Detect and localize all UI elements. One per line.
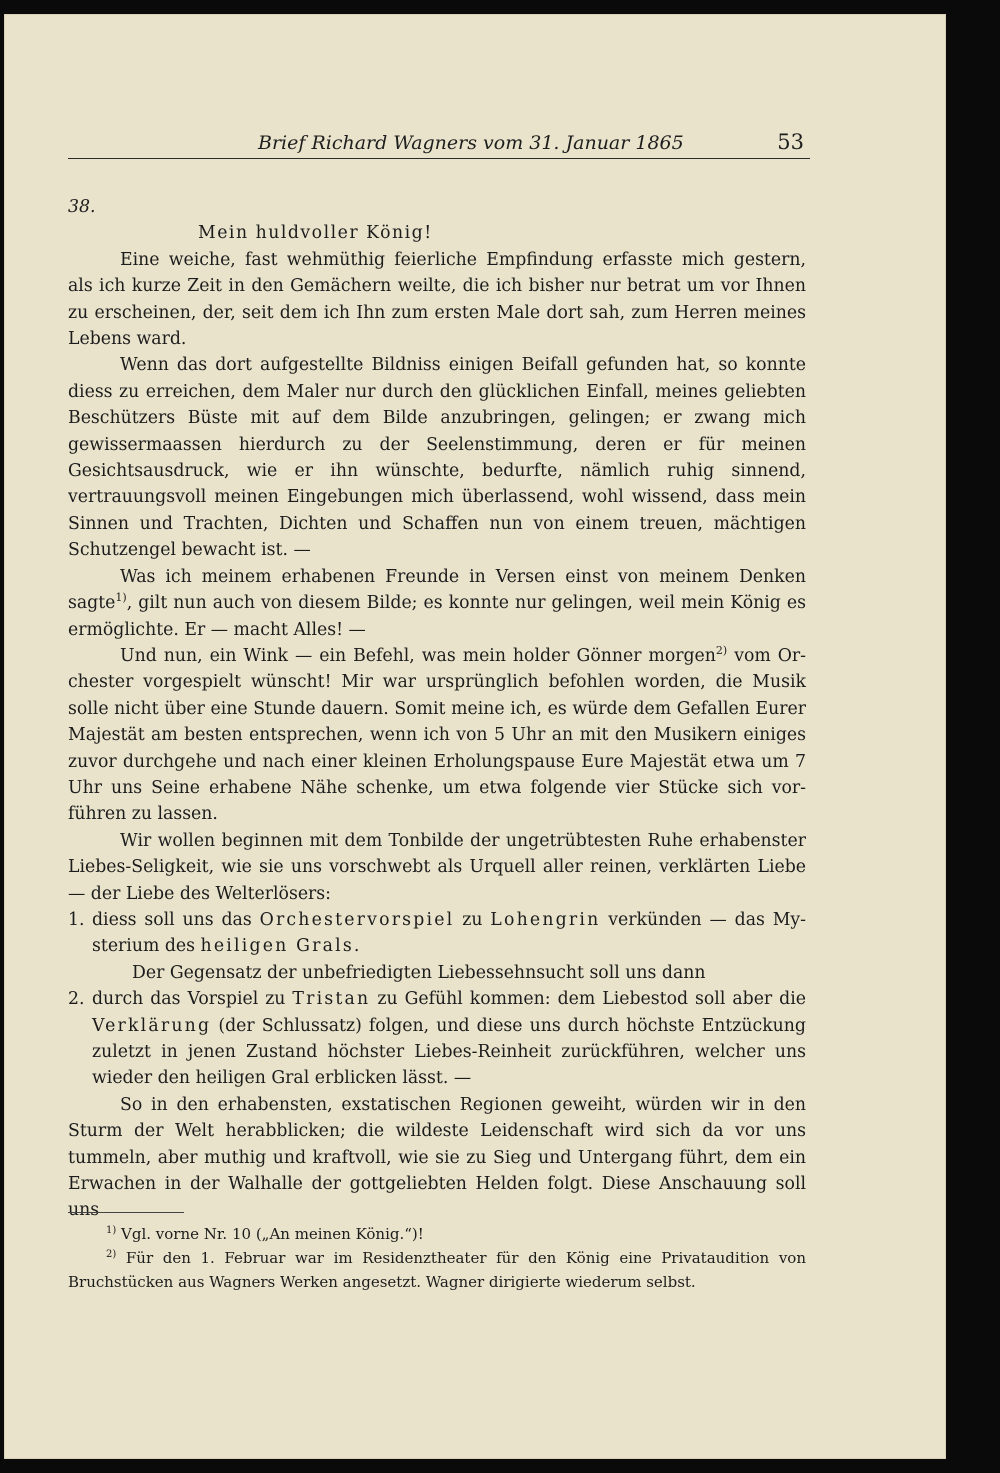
footnotes	[68, 1222, 806, 1294]
list-1-text-b: zu	[454, 909, 491, 930]
list-2-text-a: durch das Vorspiel zu	[92, 989, 293, 1010]
list-1-text-c: verkünden — das Mysterium des	[92, 909, 806, 957]
paragraph-4-text-b: vom Orchester vorgespielt wünscht! Mir war ursprünglich befohlen worden, die Musik solle nicht über eine Stunde dauern. Somit meine ich, es würde dem Gefallen Eurer Majestät am besten entsprechen, wenn ich von 5 Uhr an mit den Musikern einiges zuvor durchgehe und nach einer kleinen Erholungspause Eure Majestät etwa um 7 Uhr uns Seine erhabene Nähe schenke, um etwa folgende vier Stücke sich vorführen zu lassen.	[68, 645, 806, 825]
list-2-text-c: (der Schlussatz) folgen, und diese uns durch höchste Entzückung zuletzt in jenen Zustand höchster Liebes-Reinheit zurückführen, welcher uns wieder den heiligen Gral erblicken lässt. —	[92, 1015, 806, 1089]
footnote-2-mark: 2)	[106, 1249, 117, 1260]
paragraph-3	[68, 564, 806, 643]
salutation: Mein huldvoller König!	[198, 223, 433, 244]
list-2-emphasis-2: Verklärung	[92, 1015, 212, 1036]
footnote-1-mark: 1)	[106, 1225, 117, 1236]
list-1-text-a: diess soll uns das	[92, 909, 260, 930]
list-text-2	[92, 986, 806, 1092]
list-1-emphasis-1: Orchestervorspiel	[259, 909, 455, 930]
footnote-2-text: Für den 1. Februar war im Residenztheater für den König eine Privataudition von Bruchstücken aus Wagners Werken angesetzt. Wagner dirigierte wiederum selbst.	[68, 1249, 806, 1291]
list-item-2	[68, 986, 806, 1092]
footnote-reference-1: 1)	[115, 591, 127, 605]
paragraph-4	[68, 643, 806, 828]
letter-body	[68, 194, 806, 1224]
footnote-1	[68, 1222, 806, 1246]
footnote-2	[68, 1246, 806, 1294]
paragraph-2: Wenn das dort aufgestellte Bildniss einigen Beifall gefunden hat, so konnte diess zu erreichen, dem Maler nur durch den glücklichen Einfall, meines geliebten Beschützers Büste mit auf dem Bilde anzubringen, gelingen; er zwang mich gewissermaassen hierdurch zu der Seelenstimmung, deren er für meinen Gesichtsausdruck, wie er ihn wünschte, bedurfte, nämlich ruhig sinnend, vertrauungsvoll meinen Eingebungen mich überlassend, wohl wissend, dass mein Sinnen und Trachten, Dichten und Schaffen nun von einem treuen, mächtigen Schutzengel bewacht ist. —	[68, 355, 806, 561]
paragraph-1: Eine weiche, fast wehmüthig feierliche Empfindung erfasste mich gestern, als ich kurze Zeit in den Gemächern weilte, die ich bisher nur betrat um vor Ihnen zu erscheinen, der, seit dem ich Ihn zum ersten Male dort sah, zum Herren meines Lebens ward.	[68, 249, 806, 350]
book-page	[4, 14, 946, 1459]
list-1-emphasis-2: Lohengrin	[490, 909, 601, 930]
paragraph-4-text-a: Und nun, ein Wink — ein Befehl, was mein holder Gönner morgen	[120, 645, 716, 666]
page-number: 53	[777, 130, 804, 154]
list-text-1	[92, 907, 806, 960]
list-1-text-d: .	[353, 936, 360, 957]
footnote-reference-2: 2)	[715, 644, 728, 658]
footnote-divider	[68, 1212, 184, 1213]
paragraph-5: Wir wollen beginnen mit dem Tonbilde der ungetrübtesten Ruhe erhabenster Liebes-Seligkeit, wie sie uns vorschwebt als Urquell aller reinen, verklärten Liebe — der Liebe des Welterlösers:	[68, 830, 806, 904]
list-1-emphasis-3: heiligen Grals	[200, 936, 354, 957]
paragraph-6: So in den erhabensten, exstatischen Regionen geweiht, würden wir in den Sturm der Welt herabblicken; die wildeste Leidenschaft wird sich da vor uns tummeln, aber muthig und kraftvoll, wie sie zu Sieg und Untergang führt, dem ein Erwachen in der Walhalle der gottgeliebten Helden folgt. Diese Anschauung soll uns	[68, 1094, 806, 1221]
list-number-1: 1.	[68, 909, 85, 930]
list-2-text-b: zu Gefühl kommen: dem Liebestod soll aber die	[370, 989, 806, 1010]
paragraph-3-text-a: Was ich meinem erhabenen Freunde in Versen einst von meinem Denken sagte	[68, 566, 806, 614]
list-item-1	[68, 907, 806, 960]
running-title: Brief Richard Wagners vom 31. Januar 1865	[258, 132, 684, 154]
paragraph-3-text-b: , gilt nun auch von diesem Bilde; es konnte nur gelingen, weil mein König es ermöglichte. Er — macht Alles! —	[68, 593, 806, 640]
transition-line: Der Gegensatz der unbefriedigten Liebessehnsucht soll uns dann	[132, 962, 706, 983]
footnote-1-text: Vgl. vorne Nr. 10 („An meinen König.“)!	[116, 1225, 424, 1243]
list-2-emphasis-1: Tristan	[292, 989, 371, 1010]
running-header	[68, 124, 810, 159]
list-number-2: 2.	[68, 989, 85, 1010]
letter-number: 38.	[68, 197, 96, 217]
